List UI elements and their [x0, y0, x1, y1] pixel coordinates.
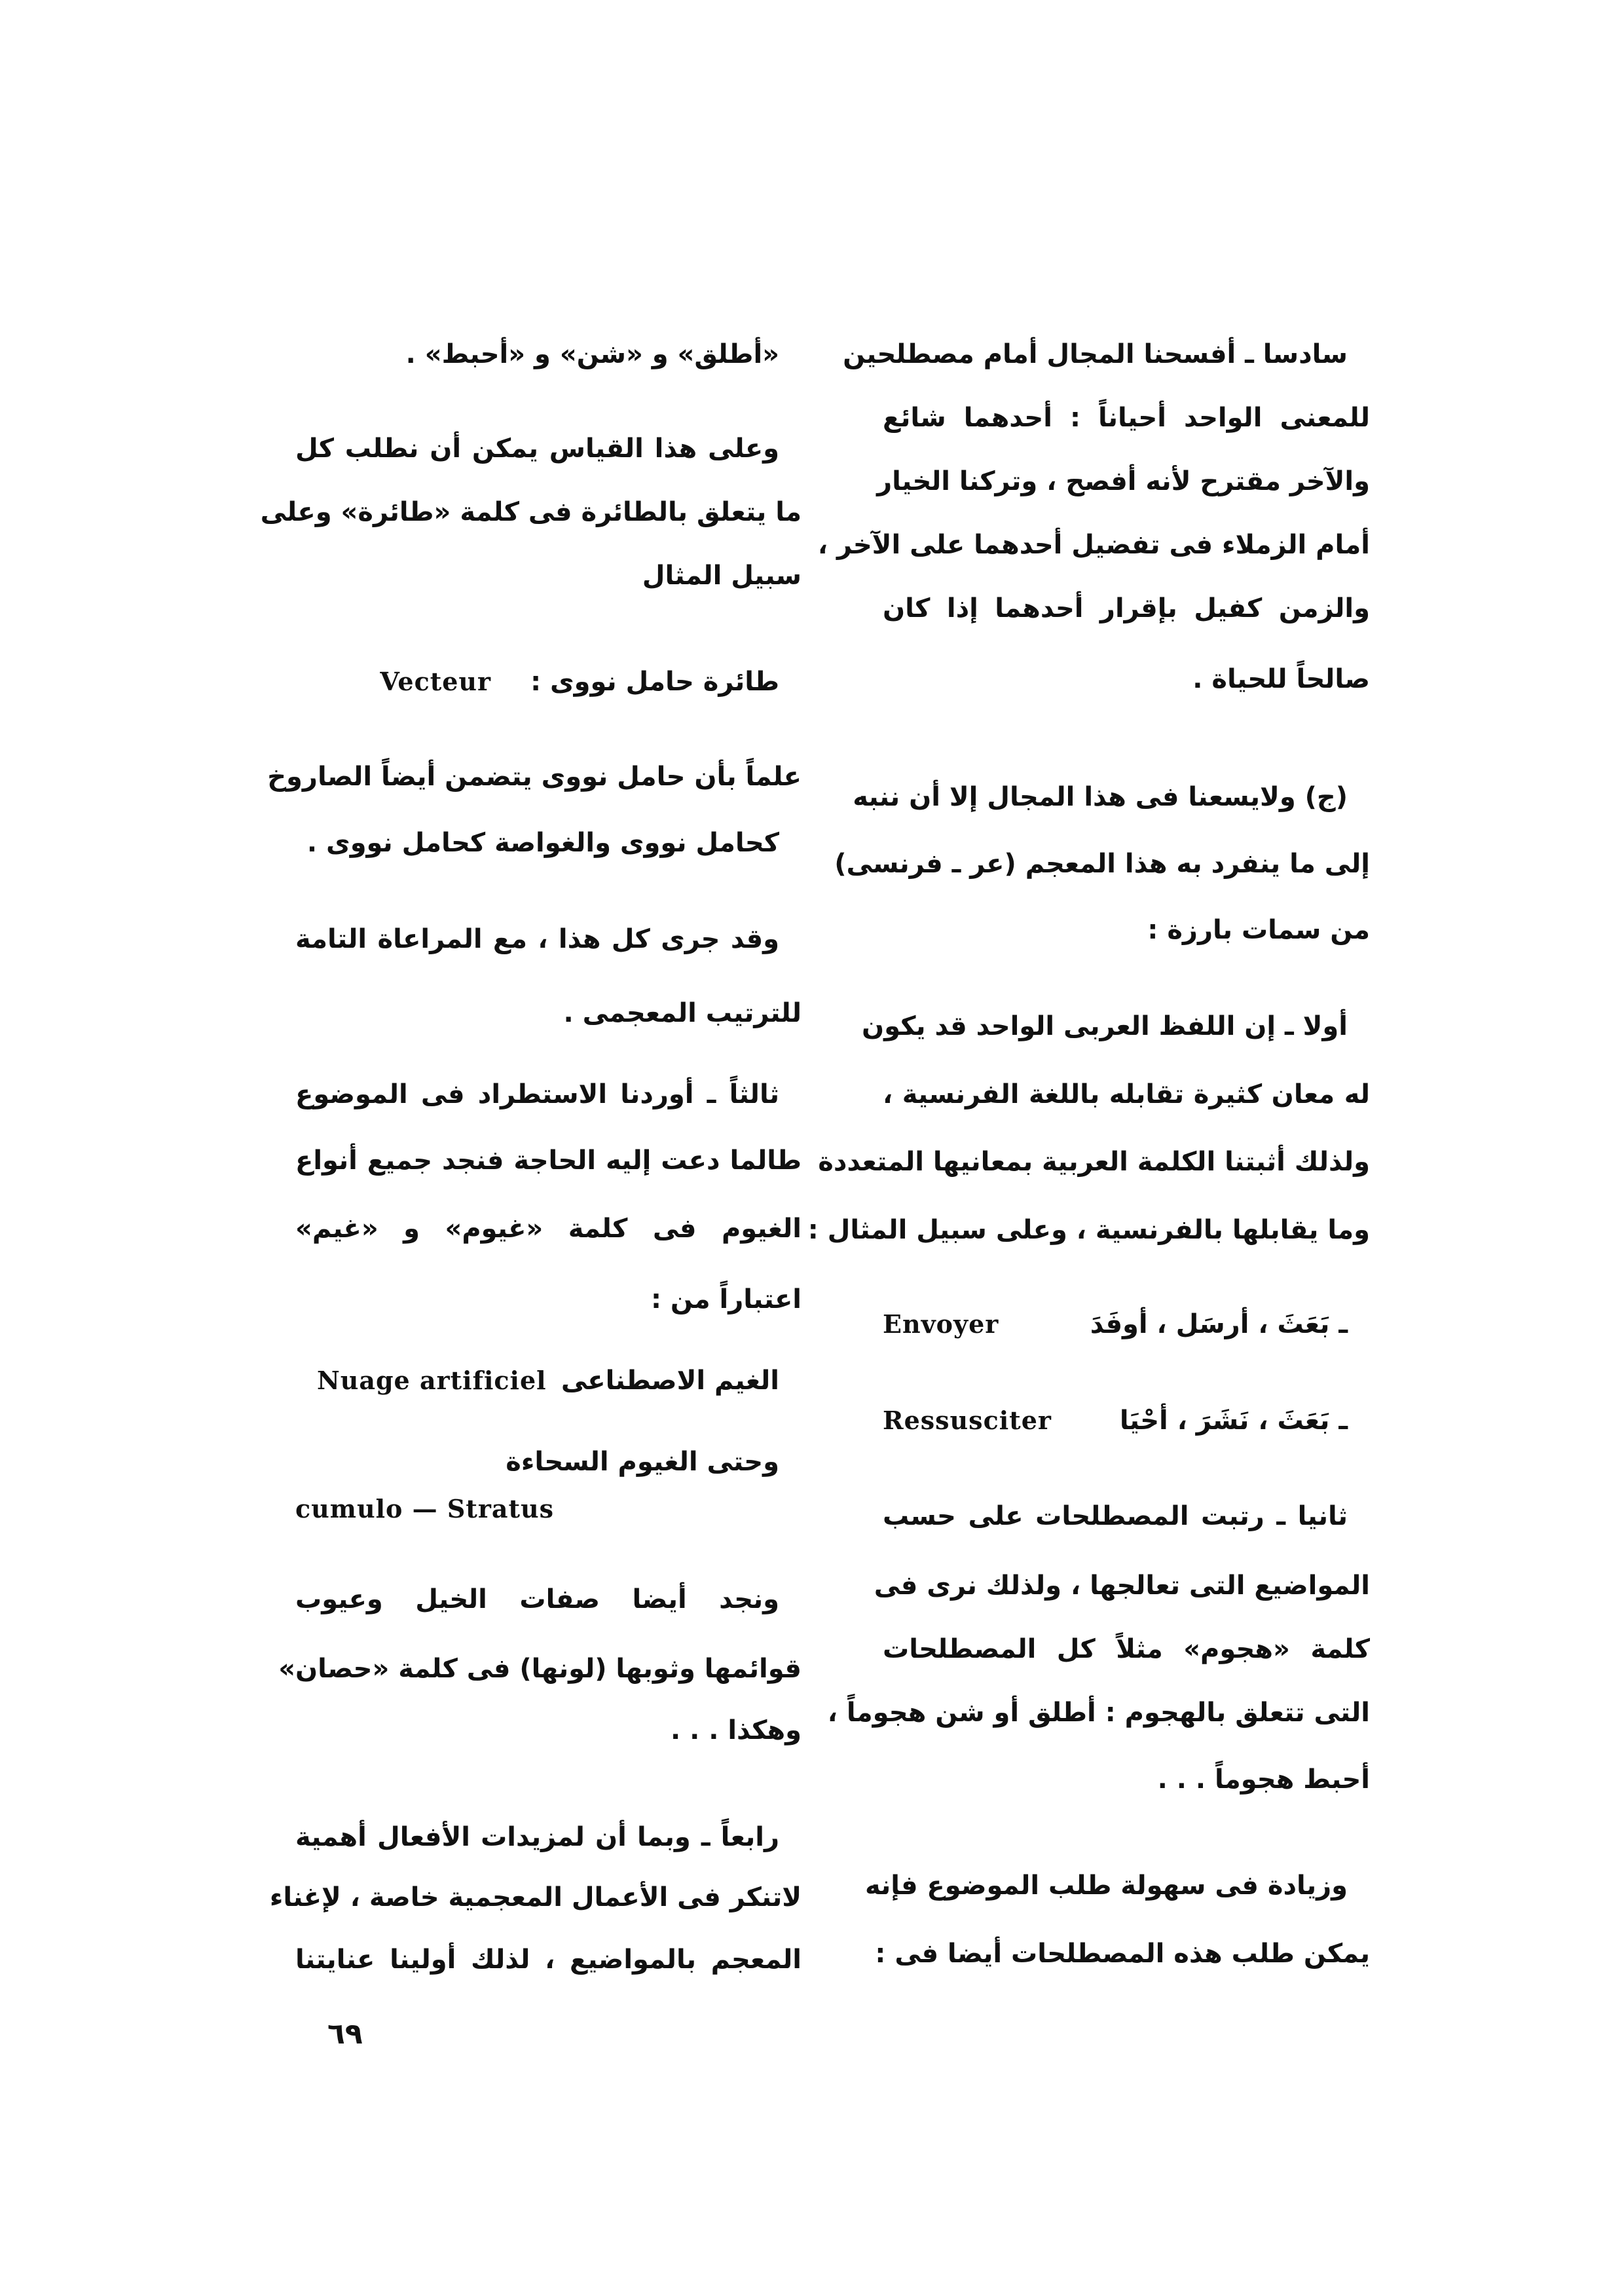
- example-french: Vecteur: [380, 667, 492, 696]
- text-line: له معان كثيرة تقابله باللغة الفرنسية ،: [883, 1079, 1370, 1110]
- text-line: رابعاً ـ وبما أن لمزيدات الأفعال أهمية: [295, 1822, 779, 1852]
- text-line: الغيوم فى كلمة «غيوم» و «غيم»: [295, 1214, 802, 1244]
- text-line: وما يقابلها بالفرنسية ، وعلى سبيل المثال :: [807, 1215, 1370, 1245]
- text-line: كلمة «هجوم» مثلاً كل المصطلحات: [883, 1634, 1370, 1664]
- page-number: ٦٩: [327, 2017, 363, 2051]
- text-line: والزمن كفيل بإقرار أحدهما إذا كان: [883, 593, 1370, 624]
- example-line: [317, 1362, 802, 1399]
- text-line: أحبط هجوماً . . .: [1157, 1764, 1370, 1795]
- text-line: وقد جرى كل هذا ، مع المراعاة التامة: [295, 924, 779, 954]
- example-french: cumulo — Stratus: [295, 1494, 555, 1523]
- text-line: «أطلق» و «شن» و «أحبط» .: [405, 339, 779, 369]
- example-line: [343, 663, 802, 700]
- text-line: لاتنكر فى الأعمال المعجمية خاصة ، لإغناء: [269, 1882, 802, 1912]
- text-line: صالحاً للحياة .: [1192, 664, 1370, 694]
- example-arabic: ـ بَعَثَ ، نَشَرَ ، أحْيَا: [1119, 1406, 1348, 1436]
- example-french: Nuage artificiel: [317, 1366, 547, 1395]
- text-line: التى تتعلق بالهجوم : أطلق أو شن هجوماً ،: [827, 1698, 1370, 1728]
- text-line: للترتيب المعجمى .: [563, 998, 802, 1028]
- text-line: ونجد أيضا صفات الخيل وعيوب: [295, 1584, 779, 1614]
- text-line: أولا ـ إن اللفظ العربى الواحد قد يكون: [862, 1011, 1348, 1041]
- example-arabic: ـ بَعَثَ ، أرسَل ، أوفَدَ: [1090, 1309, 1348, 1339]
- text-line: سادسا ـ أفسحنا المجال أمام مصطلحين: [843, 339, 1348, 369]
- text-line: إلى ما ينفرد به هذا المعجم (عر ـ فرنسى): [834, 849, 1370, 879]
- example-line: [883, 1306, 1370, 1343]
- text-line: وحتى الغيوم السحاءة: [506, 1447, 779, 1477]
- text-line: اعتباراً من :: [650, 1284, 802, 1315]
- text-line: ولذلك أثبتنا الكلمة العربية بمعانيها المتعددة: [818, 1147, 1370, 1177]
- text-line: سبيل المثال: [642, 561, 802, 591]
- text-line: المواضيع التى تعالجها ، ولذلك نرى فى: [874, 1571, 1370, 1601]
- text-line: للمعنى الواحد أحياناً : أحدهما شائع: [883, 403, 1370, 433]
- example-arabic: الغيم الاصطناعى: [561, 1366, 779, 1396]
- example-line: [295, 1491, 802, 1527]
- text-line: أمام الزملاء فى تفضيل أحدهما على الآخر ،: [817, 530, 1370, 560]
- example-arabic: طائرة حامل نووى :: [530, 667, 779, 697]
- example-french: Envoyer: [883, 1309, 999, 1339]
- text-line: ثالثاً ـ أوردنا الاستطراد فى الموضوع: [295, 1079, 779, 1110]
- text-line: ما يتعلق بالطائرة فى كلمة «طائرة» وعلى: [260, 497, 802, 527]
- text-line: وزيادة فى سهولة طلب الموضوع فإنه: [865, 1871, 1348, 1901]
- text-line: علماً بأن حامل نووى يتضمن أيضاً الصاروخ: [267, 762, 802, 792]
- example-line: [883, 1402, 1370, 1439]
- text-line: وعلى هذا القياس يمكن أن نطلب كل: [295, 434, 779, 464]
- text-line: وهكذا . . .: [670, 1715, 802, 1745]
- text-line: من سمات بارزة :: [1147, 915, 1370, 945]
- text-line: يمكن طلب هذه المصطلحات أيضا فى :: [875, 1939, 1370, 1969]
- text-line: والآخر مقترح لأنه أفصح ، وتركنا الخيار: [877, 466, 1370, 496]
- text-line: قوائمها وثوبها (لونها) فى كلمة «حصان»: [278, 1654, 802, 1684]
- text-line: المعجم بالمواضيع ، لذلك أولينا عنايتنا: [295, 1945, 802, 1975]
- example-french: Ressusciter: [883, 1406, 1052, 1435]
- text-line: كحامل نووى والغواصة كحامل نووى .: [306, 828, 779, 858]
- text-line: (ج) ولايسعنا فى هذا المجال إلا أن ننبه: [853, 782, 1348, 812]
- text-line: طالما دعت إليه الحاجة فنجد جميع أنواع: [295, 1146, 802, 1176]
- text-line: ثانيا ـ رتبت المصطلحات على حسب: [883, 1501, 1348, 1531]
